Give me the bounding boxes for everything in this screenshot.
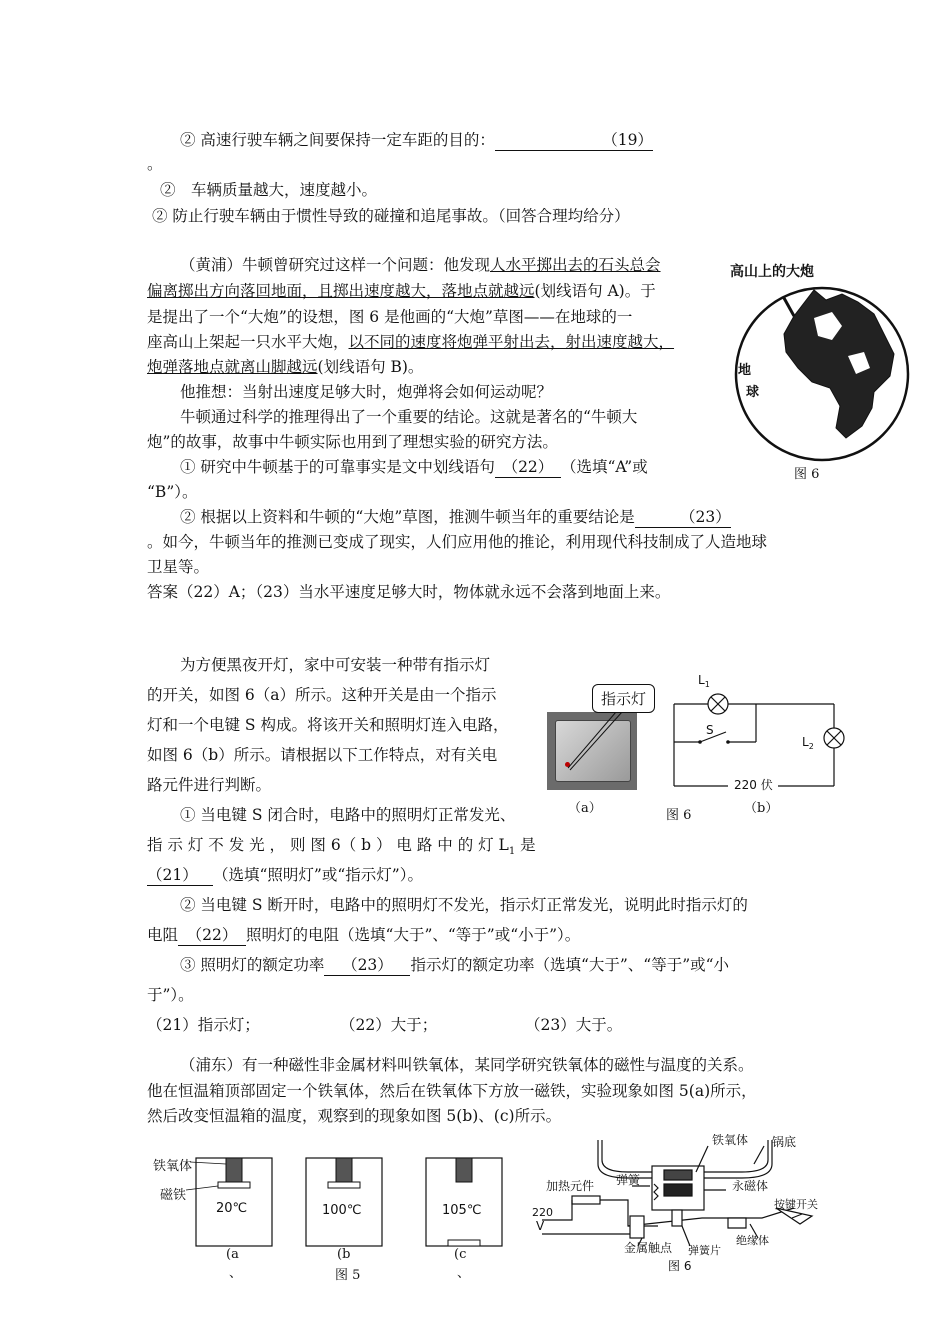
label-magnet: 永磁体 bbox=[732, 1179, 769, 1193]
cooker-diagram bbox=[532, 1134, 832, 1274]
ferrite bbox=[456, 1158, 472, 1182]
box-b bbox=[306, 1158, 382, 1246]
answer-line: ② 车辆质量越大，速度越小。 bbox=[160, 181, 378, 199]
paragraph-line: ① 当电键 S 闭合时，电路中的照明灯正常发光、 bbox=[180, 806, 516, 824]
caption-fig6: 图 6 bbox=[668, 1259, 692, 1273]
paragraph-line: 路元件进行判断。 bbox=[147, 776, 272, 794]
temp-a: 20℃ bbox=[216, 1201, 248, 1216]
box-c bbox=[426, 1158, 502, 1246]
text: （选填“A”或 bbox=[560, 458, 648, 476]
label-magnet: 磁铁 bbox=[160, 1188, 187, 1203]
temp-b: 100℃ bbox=[322, 1203, 362, 1218]
spring-leaf bbox=[628, 1208, 794, 1226]
lamp-l1 bbox=[708, 694, 728, 714]
paragraph-line bbox=[180, 253, 661, 275]
text: （黄浦）牛顿曾研究过这样一个问题：他发现 bbox=[180, 256, 491, 274]
answer-line: ② 防止行驶车辆由于惯性导致的碰撞和追尾事故。（回答合理均给分） bbox=[152, 207, 630, 225]
label-220: 220 bbox=[532, 1206, 553, 1219]
magnet bbox=[328, 1182, 360, 1188]
label-ferrite: 铁氧体 bbox=[153, 1159, 193, 1174]
caption-fig5: 图 5 bbox=[335, 1268, 361, 1283]
caption-b: (b bbox=[337, 1247, 351, 1262]
paragraph-line: 他推想：当射出速度足够大时，炮弹将会如何运动呢？ bbox=[180, 383, 553, 401]
heater bbox=[572, 1196, 600, 1204]
tick: 、 bbox=[457, 1266, 471, 1281]
q23-line bbox=[180, 505, 731, 528]
answer-blank-19[interactable]: （19） bbox=[495, 128, 653, 151]
paragraph-line: “B”）。 bbox=[147, 483, 198, 501]
paragraph-line: 他在恒温箱顶部固定一个铁氧体，然后在铁氧体下方放一磁铁，实验现象如图 5(a)所示， bbox=[147, 1082, 757, 1100]
paragraph-line: 如图 6（b）所示。请根据以下工作特点，对有关电 bbox=[147, 746, 498, 764]
text: ① 研究中牛顿基于的可靠事实是文中划线语句 bbox=[180, 458, 495, 476]
paragraph-line: 卫星等。 bbox=[147, 558, 210, 576]
answer-blank-22[interactable]: （22） bbox=[178, 923, 246, 946]
text: 座高山上架起一只水平大炮， bbox=[147, 333, 349, 351]
ferrite bbox=[226, 1158, 242, 1182]
paragraph-line: ② 当电键 S 断开时，电路中的照明灯不发光，指示灯正常发光，说明此时指示灯的 bbox=[180, 896, 748, 914]
figure-caption: 图 6 bbox=[794, 467, 820, 482]
paragraph-line: 是提出了一个“大炮”的设想，图 6 是他画的“大炮”草图——在地球的一 bbox=[147, 308, 633, 326]
label-v: V bbox=[536, 1219, 545, 1233]
period: 。 bbox=[147, 155, 163, 173]
text: (划线语句 A)。于 bbox=[534, 282, 656, 300]
metal-contact bbox=[630, 1216, 644, 1238]
text: 是 bbox=[515, 836, 536, 854]
paragraph-line: 然后改变恒温箱的温度，观察到的现象如图 5(b)、(c)所示。 bbox=[147, 1107, 562, 1125]
label-pot-bottom: 锅底 bbox=[772, 1135, 797, 1149]
magnet bbox=[448, 1240, 480, 1246]
answer-blank-21[interactable]: （21） bbox=[147, 863, 213, 886]
label-spring: 弹簧 bbox=[616, 1173, 641, 1187]
q19-line bbox=[180, 128, 653, 151]
caption-b: （b） bbox=[744, 801, 779, 816]
paragraph-line bbox=[147, 833, 536, 857]
paragraph-line: 。如今，牛顿当年的推测已变成了现实，人们应用他的推论，利用现代科技制成了人造地球 bbox=[147, 533, 768, 551]
answer-23: （23）大于。 bbox=[525, 1016, 623, 1034]
text: 指 示 灯 不 发 光 ， 则 图 6（ b ） 电 路 中 的 灯 L bbox=[147, 836, 509, 854]
label-metal-contact: 金属触点 bbox=[624, 1241, 673, 1255]
subscript: 1 bbox=[508, 846, 516, 858]
paragraph-line: 炮”的故事，故事中牛顿实际也用到了理想实验的研究方法。 bbox=[147, 433, 558, 451]
paragraph-line bbox=[147, 355, 423, 377]
text: ② 根据以上资料和牛顿的“大炮”草图，推测牛顿当年的重要结论是 bbox=[180, 508, 635, 526]
caption-c: (c bbox=[454, 1247, 467, 1262]
underlined-sentence-b: 以不同的速度将炮弹平射出去，射出速度越大， bbox=[348, 333, 675, 351]
answer-blank-23[interactable]: （23） bbox=[635, 505, 731, 528]
underlined-sentence-b: 炮弹落地点就离山脚越远 bbox=[147, 358, 318, 376]
figure-title: 高山上的大炮 bbox=[730, 264, 814, 280]
switch-contact bbox=[726, 740, 730, 744]
paragraph-line: 牛顿通过科学的推理得出了一个重要的结论。这就是著名的“牛顿大 bbox=[180, 408, 638, 426]
permanent-magnet bbox=[664, 1184, 692, 1196]
answer-line: 答案（22）A；（23）当水平速度足够大时，物体就永远不会落到地面上来。 bbox=[147, 583, 671, 601]
text: 指示灯的额定功率（选填“大于”、“等于”或“小 bbox=[410, 956, 730, 974]
voltage-label: 220 伏 bbox=[734, 778, 773, 792]
q19-text: ② 高速行驶车辆之间要保持一定车距的目的： bbox=[180, 131, 495, 149]
lamp-l2 bbox=[824, 728, 844, 748]
label-l1: $L_1$ bbox=[698, 673, 710, 689]
earth-label: 球 bbox=[746, 385, 760, 400]
label-button-switch: 按键开关 bbox=[774, 1198, 818, 1211]
label-s: S bbox=[706, 723, 714, 737]
answer-blank-23[interactable]: （23） bbox=[324, 953, 410, 976]
label-l2: $L_2$ bbox=[802, 735, 814, 751]
ferrite bbox=[664, 1170, 692, 1180]
text: 照明灯的电阻（选填“大于”、“等于”或“小于”）。 bbox=[246, 926, 581, 944]
caption-a: (a bbox=[226, 1247, 239, 1262]
box-a bbox=[186, 1158, 272, 1246]
underlined-sentence-a: 人水平掷出去的石头总会 bbox=[490, 256, 661, 274]
paragraph-line: 为方便黑夜开灯，家中可安装一种带有指示灯 bbox=[180, 656, 491, 674]
switch-pivot bbox=[698, 740, 702, 744]
answer-21: （21）指示灯； bbox=[147, 1016, 260, 1034]
text: （选填“照明灯”或“指示灯”）。 bbox=[213, 866, 423, 884]
label-ferrite: 铁氧体 bbox=[712, 1134, 749, 1147]
paragraph-line: （浦东）有一种磁性非金属材料叫铁氧体，某同学研究铁氧体的磁性与温度的关系。 bbox=[180, 1056, 754, 1074]
text: 电阻 bbox=[147, 926, 179, 944]
circuit-diagram bbox=[666, 670, 856, 800]
answer-blank-22[interactable]: （22） bbox=[495, 455, 561, 478]
text: (划线语句 B)。 bbox=[317, 358, 424, 376]
tick: 、 bbox=[229, 1266, 243, 1281]
label-heater: 加热元件 bbox=[546, 1179, 595, 1193]
earth-label: 地 bbox=[738, 363, 752, 378]
magnet bbox=[218, 1182, 250, 1188]
q22-line bbox=[147, 923, 580, 946]
q21-line bbox=[147, 863, 423, 886]
paragraph-line bbox=[147, 330, 674, 352]
label-spring-leaf: 弹簧片 bbox=[688, 1244, 721, 1257]
q23-line bbox=[180, 953, 729, 976]
text: ③ 照明灯的额定功率 bbox=[180, 956, 325, 974]
paragraph-line bbox=[147, 279, 656, 301]
label-insulator: 绝缘体 bbox=[736, 1234, 769, 1247]
paragraph-line: 的开关，如图 6（a）所示。这种开关是由一个指示 bbox=[147, 686, 497, 704]
newton-cannon-figure bbox=[724, 256, 920, 466]
indicator-callout: 指示灯 bbox=[592, 684, 655, 713]
insulator bbox=[728, 1218, 746, 1228]
underlined-sentence-a: 偏离掷出方向落回地面，且掷出速度越大，落地点就越远 bbox=[147, 282, 535, 300]
ferrite bbox=[336, 1158, 352, 1182]
answer-22: （22）大于； bbox=[340, 1016, 438, 1034]
q22-line bbox=[180, 455, 648, 478]
temp-c: 105℃ bbox=[442, 1203, 482, 1218]
caption-fig6: 图 6 bbox=[666, 808, 692, 823]
paragraph-line: 于”）。 bbox=[147, 986, 194, 1004]
caption-a: （a） bbox=[568, 801, 602, 816]
paragraph-line: 灯和一个电键 S 构成。将该开关和照明灯连入电路， bbox=[147, 716, 509, 734]
